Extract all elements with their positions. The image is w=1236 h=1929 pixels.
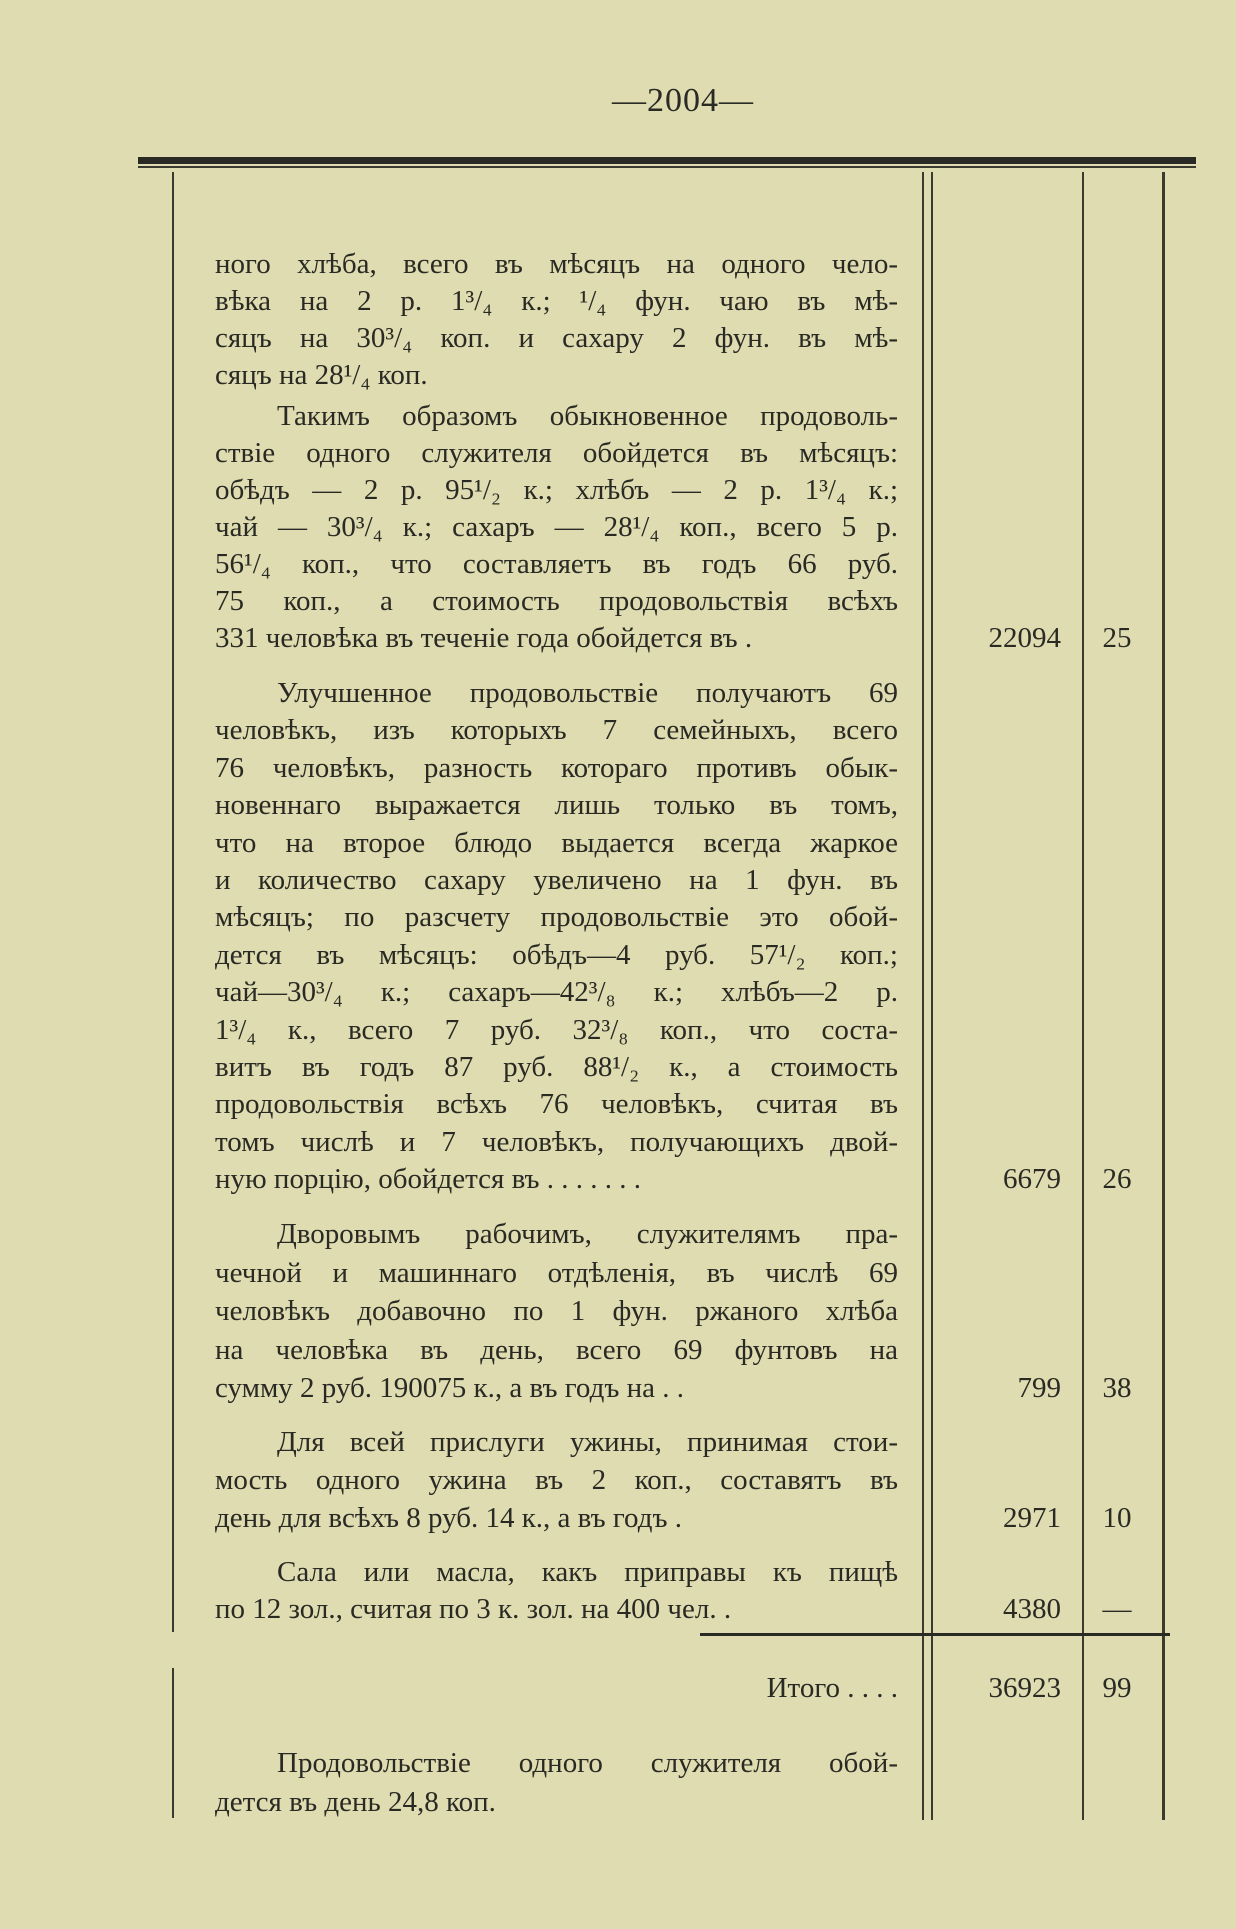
amount-kopecks: 26 (1102, 1163, 1132, 1196)
total-kopecks: 99 (1102, 1672, 1132, 1704)
text-line: ную порцію, обойдется въ . . . . . . . (215, 1163, 642, 1196)
amount-kopecks: 25 (1102, 622, 1132, 654)
total-rubles: 36923 (988, 1672, 1061, 1704)
column-rule-text (922, 172, 924, 1820)
text-line: по 12 зол., считая по 3 к. зол. на 400 чел. . (215, 1593, 732, 1625)
total-label: Итого . . . . (766, 1672, 898, 1704)
column-rule-left-lower (172, 1668, 174, 1818)
text-line: ствіе одного служителя обойдется въ мѣсяцъ: (215, 437, 898, 469)
column-rule-text-2 (931, 172, 933, 1820)
text-line: вѣка на 2 р. 1³/₄ к.; ¹/₄ фун. чаю въ мѣ- (215, 285, 898, 317)
text-line: чечной и машиннаго отдѣленія, въ числѣ 69 (215, 1256, 898, 1289)
text-line: Дворовымъ рабочимъ, служителямъ пра- (277, 1218, 898, 1250)
footnote-line: Продовольствіе одного служителя обой- (277, 1747, 898, 1779)
text-line: Сала или масла, какъ приправы къ пищѣ (277, 1556, 898, 1588)
top-rule-thin (138, 166, 1196, 168)
text-line: новеннаго выражается лишь только въ томъ, (215, 789, 898, 822)
text-line: день для всѣхъ 8 руб. 14 к., а въ годъ . (215, 1502, 682, 1534)
text-line: чай — 30³/₄ к.; сахаръ — 28¹/₄ коп., всего 5 р. (215, 511, 898, 543)
text-line: 76 человѣкъ, разность котораго противъ обык- (215, 751, 898, 784)
column-rule-left (172, 172, 174, 1632)
column-rule-right (1162, 172, 1165, 1820)
amount-kopecks: — (1102, 1593, 1132, 1625)
top-rule (138, 157, 1196, 164)
text-line: 1³/₄ к., всего 7 руб. 32³/₈ коп., что соста- (215, 1013, 898, 1046)
text-line: витъ въ годъ 87 руб. 88¹/₂ к., а стоимость (215, 1051, 898, 1083)
page-number: —2004— (612, 82, 754, 119)
amount-rubles: 799 (1017, 1372, 1061, 1404)
text-line: 331 человѣка въ теченіе года обойдется въ . (215, 622, 753, 654)
text-line: Улучшенное продовольствіе получаютъ 69 (277, 677, 898, 709)
text-line: человѣкъ добавочно по 1 фун. ржаного хлѣба (215, 1295, 898, 1327)
text-line: обѣдъ — 2 р. 95¹/₂ к.; хлѣбъ — 2 р. 1³/₄ к.; (215, 474, 898, 506)
sum-rule (700, 1633, 1170, 1636)
text-line: дется въ мѣсяцъ: обѣдъ—4 руб. 57¹/₂ коп.; (215, 938, 898, 971)
text-line: сяцъ на 30³/₄ коп. и сахару 2 фун. въ мѣ- (215, 322, 898, 354)
text-line: ного хлѣба, всего въ мѣсяцъ на одного чело- (215, 248, 898, 280)
footnote-line: дется въ день 24,8 коп. (215, 1786, 496, 1818)
amount-kopecks: 10 (1102, 1502, 1132, 1534)
text-line: Для всей прислуги ужины, принимая стои- (277, 1426, 898, 1458)
text-line: 75 коп., а стоимость продовольствія всѣхъ (215, 585, 898, 617)
amount-rubles: 4380 (1003, 1593, 1061, 1625)
text-line: и количество сахару увеличено на 1 фун. въ (215, 864, 898, 896)
text-line: мѣсяцъ; по разсчету продовольствіе это обой- (215, 901, 898, 934)
text-line: продовольствія всѣхъ 76 человѣкъ, считая въ (215, 1088, 898, 1121)
amount-rubles: 22094 (988, 622, 1061, 654)
text-line: человѣкъ, изъ которыхъ 7 семейныхъ, всего (215, 714, 898, 747)
amount-rubles: 6679 (1003, 1163, 1061, 1196)
text-line: сяцъ на 28¹/₄ коп. (215, 359, 428, 391)
text-line: Такимъ образомъ обыкновенное продоволь- (277, 400, 898, 432)
text-line: что на второе блюдо выдается всегда жаркое (215, 826, 898, 859)
text-line: на человѣка въ день, всего 69 фунтовъ на (215, 1333, 898, 1366)
amount-kopecks: 38 (1102, 1372, 1132, 1404)
text-line: мость одного ужина въ 2 коп., составятъ въ (215, 1464, 898, 1496)
text-line: томъ числѣ и 7 человѣкъ, получающихъ двой- (215, 1125, 898, 1158)
text-line: чай—30³/₄ к.; сахаръ—42³/₈ к.; хлѣбъ—2 р. (215, 976, 898, 1009)
text-line: сумму 2 руб. 190075 к., а въ годъ на . . (215, 1372, 684, 1404)
text-line: 56¹/₄ коп., что составляетъ въ годъ 66 руб. (215, 548, 898, 580)
amount-rubles: 2971 (1003, 1502, 1061, 1534)
column-rule-rub (1082, 172, 1084, 1820)
